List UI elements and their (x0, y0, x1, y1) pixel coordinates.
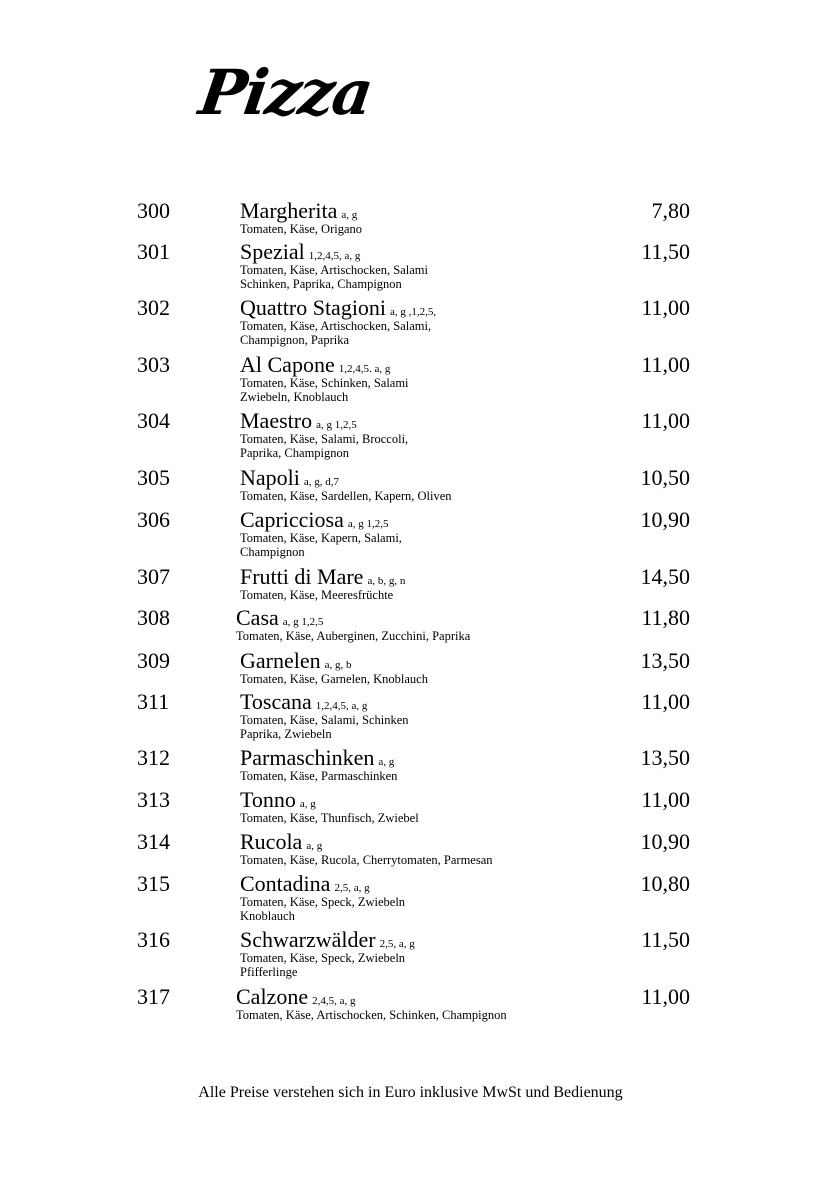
item-number: 314 (137, 829, 170, 854)
item-number: 306 (137, 507, 170, 532)
item-name: Margherita (240, 198, 338, 223)
item-price: 10,90 (640, 829, 690, 854)
item-description (240, 895, 405, 923)
item-price: 11,00 (641, 984, 690, 1009)
allergen-codes: a, g, b (324, 659, 352, 671)
item-name: Rucola (240, 829, 303, 854)
item-number: 311 (137, 689, 170, 714)
description-line: Tomaten, Käse, Sardellen, Kapern, Oliven (240, 489, 452, 503)
item-name: Napoli (240, 465, 300, 490)
item-price: 14,50 (640, 564, 690, 589)
item-name: Frutti di Mare (240, 564, 364, 589)
item-name: Capricciosa (240, 507, 344, 532)
description-line: Tomaten, Käse, Meeresfrüchte (240, 588, 394, 602)
item-description (240, 263, 428, 291)
description-line: Zwiebeln, Knoblauch (240, 390, 349, 404)
allergen-codes: 2,5, a, g (334, 882, 370, 894)
description-line: Tomaten, Käse, Parmaschinken (240, 769, 398, 783)
description-line: Tomaten, Käse, Garnelen, Knoblauch (240, 672, 428, 686)
item-name: Contadina (240, 871, 331, 896)
description-line: Tomaten, Käse, Speck, Zwiebeln (240, 895, 406, 909)
item-number: 300 (137, 198, 170, 223)
item-price: 11,00 (641, 787, 690, 812)
allergen-codes: a, g, d,7 (303, 476, 340, 488)
item-description (240, 432, 408, 460)
item-description (236, 1008, 507, 1022)
item-name: Calzone (236, 984, 309, 1009)
allergen-codes: a, g 1,2,5 (347, 518, 389, 530)
item-name: Schwarzwälder (240, 927, 376, 952)
item-number: 302 (137, 295, 170, 320)
item-price: 11,00 (641, 295, 690, 320)
allergen-codes: a, b, g, n (367, 575, 406, 587)
item-price: 11,50 (641, 239, 690, 264)
allergen-codes: a, g (378, 756, 395, 768)
item-description (240, 588, 393, 602)
page-title: Pizza (194, 56, 376, 129)
item-price: 10,50 (640, 465, 690, 490)
allergen-codes: 1,2,4,5. a, g (338, 363, 391, 375)
item-number: 301 (137, 239, 170, 264)
item-price: 11,80 (641, 605, 690, 630)
item-number: 315 (137, 871, 170, 896)
description-line: Pfifferlinge (240, 965, 298, 979)
description-line: Tomaten, Käse, Thunfisch, Zwiebel (240, 811, 419, 825)
allergen-codes: 1,2,4,5, a, g (315, 700, 368, 712)
item-name: Maestro (240, 408, 313, 433)
allergen-codes: a, g (306, 840, 323, 852)
item-number: 308 (137, 605, 170, 630)
item-description (240, 672, 428, 686)
description-line: Tomaten, Käse, Artischocken, Salami (240, 263, 428, 277)
description-line: Tomaten, Käse, Artischocken, Salami, (240, 319, 432, 333)
description-line: Paprika, Zwiebeln (240, 727, 332, 741)
item-number: 304 (137, 408, 170, 433)
item-description (240, 769, 397, 783)
allergen-codes: a, g (341, 209, 358, 221)
item-price: 11,50 (641, 927, 690, 952)
item-number: 303 (137, 352, 170, 377)
item-number: 313 (137, 787, 170, 812)
allergen-codes: a, g 1,2,5 (316, 419, 357, 431)
item-description (240, 376, 409, 404)
item-description (236, 629, 470, 643)
description-line: Knoblauch (240, 909, 295, 923)
description-line: Tomaten, Käse, Salami, Broccoli, (240, 432, 409, 446)
description-line: Tomaten, Käse, Auberginen, Zucchini, Paprika (236, 629, 471, 643)
item-description (240, 531, 402, 559)
description-line: Tomaten, Käse, Artischocken, Schinken, Champignon (236, 1008, 507, 1022)
item-description (240, 489, 452, 503)
item-name: Garnelen (240, 648, 321, 673)
item-number: 307 (137, 564, 170, 589)
item-description (240, 853, 493, 867)
allergen-codes: 2,4,5, a, g (312, 995, 356, 1007)
item-name: Casa (236, 605, 279, 630)
allergen-codes: a, g 1,2,5 (282, 616, 324, 628)
item-number: 305 (137, 465, 170, 490)
item-number: 309 (137, 648, 170, 673)
allergen-codes: a, g ,1,2,5, (390, 306, 437, 318)
description-line: Tomaten, Käse, Kapern, Salami, (240, 531, 402, 545)
item-name: Quattro Stagioni (240, 295, 387, 320)
item-price: 11,00 (641, 352, 690, 377)
item-price: 10,80 (640, 871, 690, 896)
item-name: Parmaschinken (240, 745, 375, 770)
description-line: Champignon, Paprika (240, 333, 350, 347)
item-name: Tonno (240, 787, 296, 812)
item-description (240, 811, 419, 825)
item-name: Spezial (240, 239, 305, 264)
item-name: Toscana (240, 689, 312, 714)
item-number: 317 (137, 984, 170, 1009)
item-description (240, 713, 409, 741)
item-number: 316 (137, 927, 170, 952)
allergen-codes: a, g (299, 798, 316, 810)
description-line: Schinken, Paprika, Champignon (240, 277, 402, 291)
item-price: 11,00 (641, 408, 690, 433)
description-line: Tomaten, Käse, Rucola, Cherrytomaten, Parmesan (240, 853, 493, 867)
description-line: Champignon (240, 545, 305, 559)
description-line: Tomaten, Käse, Salami, Schinken (240, 713, 409, 727)
description-line: Paprika, Champignon (240, 446, 350, 460)
description-line: Tomaten, Käse, Origano (240, 222, 363, 236)
item-description (240, 951, 405, 979)
allergen-codes: 1,2,4,5, a, g (308, 250, 361, 262)
item-price: 11,00 (641, 689, 690, 714)
allergen-codes: 2,5, a, g (379, 938, 415, 950)
item-name: Al Capone (240, 352, 335, 377)
price-note: Alle Preise verstehen sich in Euro inklusive MwSt und Bedienung (198, 1084, 623, 1101)
description-line: Tomaten, Käse, Speck, Zwiebeln (240, 951, 406, 965)
description-line: Tomaten, Käse, Schinken, Salami (240, 376, 409, 390)
item-description (240, 222, 362, 236)
item-number: 312 (137, 745, 170, 770)
item-price: 13,50 (640, 745, 690, 770)
item-price: 13,50 (640, 648, 690, 673)
item-price: 10,90 (640, 507, 690, 532)
item-price: 7,80 (651, 198, 690, 223)
item-description (240, 319, 431, 347)
